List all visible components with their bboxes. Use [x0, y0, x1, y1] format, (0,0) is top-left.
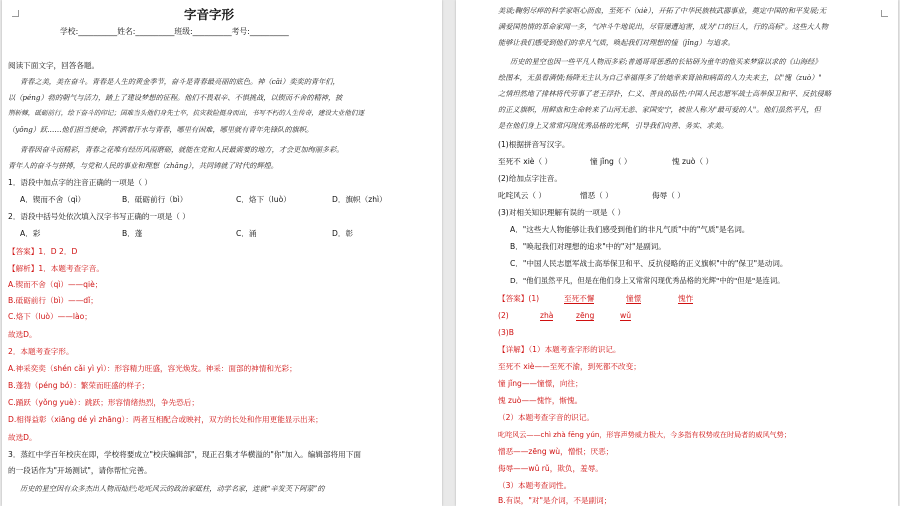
detail-line: 憧 jǐng——憧憬，向往；: [498, 379, 583, 388]
question-3-intro: 3．蒸红中学百年校庆在即，学校将要成立"校庆编辑部"，现正召集才华横溢的"你"加入。编辑部将用下面: [8, 450, 361, 459]
q1-option-c: C．烙下（luò）: [236, 195, 291, 204]
page-title: 字音字形: [184, 7, 235, 22]
analysis-line: D.相得益彰（xiāng dé yì zhāng）：两者互相配合或映衬，双方的长处和作用更能显示出来；: [8, 415, 323, 424]
passage-line: 青春之美，美在奋斗。青春是人生的黄金季节，奋斗是青春最亮丽的底色。神（cǎi）奕奕的青年们，: [20, 77, 340, 86]
sub-question-3: (3)对相关知识理解有误的一项是（ ）: [498, 208, 626, 217]
analysis-line: A.神采奕奕（shén cǎi yì yì）：形容精力旺盛，容光焕发。神采：面部的神情和光彩；: [8, 364, 297, 373]
passage-line: 青年人的奋斗与拼搏，与党和人民的事业和理想（zhǎng），共同铸就了时代的辉煌。: [8, 161, 278, 170]
analysis-line: C.烙下（luò）——lào；: [8, 312, 92, 321]
answer-value: 憧憬: [626, 294, 642, 303]
detail-line: B.有误，"对"是介词，不是副词；: [498, 496, 612, 505]
answer-line: 【答案】1．D 2．D: [8, 247, 78, 256]
question-3-intro: 的一段话作为"开场测试"，请你帮忙完善。: [8, 466, 152, 475]
analysis-line: 2．本题考查字形。: [8, 347, 74, 356]
answer-value: zēng: [576, 311, 595, 320]
analysis-line: 故选D。: [8, 330, 37, 339]
detail-line: 愧 zuò——愧怍，惭愧。: [498, 396, 583, 405]
margin-mark: [881, 10, 888, 17]
passage-line: 满爱国热情的革命家闻一多，气冲斗牛地说出，尽管屡遭迫害，成为"口的巨人，行的高标"。这些大人物: [498, 22, 829, 31]
q2-option-a: A．彩: [20, 229, 41, 238]
question-2-stem: 2．语段中括号处依次填入汉字书写正确的一项是（ ）: [8, 212, 190, 221]
char-item: 叱咤风云（ ）: [498, 191, 546, 200]
answer-value: 至死不懈: [564, 294, 595, 303]
answer-value: wǔ: [620, 311, 632, 320]
pinyin-item: 至死不 xiè（ ）: [498, 157, 553, 166]
q1-option-d: D．旗帜（zhì）: [332, 195, 387, 204]
detail-line: 侮辱——wǔ rǔ，欺负，羞辱。: [498, 464, 603, 473]
detail-line: 至死不 xiè——至死不渝，到死都不改变；: [498, 362, 641, 371]
analysis-line: 【解析】1．本题考查字音。: [8, 264, 104, 273]
q1-option-b: B．砥砺前行（bì）: [122, 195, 188, 204]
passage-line: 的正义旗帜，用鲜血和生命转来了山河无恙、家国安宁，被世人称为"最可爱的人"。他们虽然平凡，但: [498, 105, 821, 114]
passage-line: 能够让我们感受到他们的非凡气质，唤起我们对理想的憧（jǐng）与追求。: [498, 38, 735, 47]
pinyin-item: 憧 jǐng（ ）: [590, 157, 632, 166]
margin-mark: [12, 10, 19, 17]
char-item: 侮辱（ ）: [652, 191, 685, 200]
sub3-option-d: D．"他们虽然平凡，但是在他们身上又常常闪现优秀品格的光辉"中的"但是"是连词。: [510, 276, 785, 285]
detail-line: （3）本题考查词性。: [498, 481, 572, 490]
detail-line: 【详解】（1）本题考查字形的识记。: [498, 345, 621, 354]
right-page: [456, 0, 898, 506]
answer-number: (2): [498, 311, 509, 320]
passage-line: 荆斩棘，砥砺前行，绘下奋斗的印记；国难当头他们身先士卒，抗灾救险挺身而出，书写不朽的人生传奇，建设大业他们逐: [8, 109, 365, 117]
passage-line: 历史的星空也因一些平凡人物而多彩;普通哥哥惩悉的长钻研为童年的他买来梦寐以求的《山海经》: [510, 57, 822, 66]
passage-line: 美谈;鞠躬尽瘁的科学家呕心沥血，至死不（xiè），开拓了中华民族核武器事业，奠定中国的和平发展;无: [498, 6, 827, 15]
detail-line: 叱咤风云——chì zhà fēng yún，形容声势威力极大，今多指有权势或在时局者的威风气势；: [498, 430, 791, 439]
analysis-line: B.蓬勃（péng bó）：繁荣而旺盛的样子；: [8, 381, 150, 390]
passage-line: （yǒng）跃……他们担当使命，挥洒着汗水与青春，哪里有困难，哪里就有青年先锋队的旗帜。: [8, 125, 314, 134]
sub-question-1: (1)根据拼音写汉字。: [498, 140, 570, 149]
sub3-option-c: C．"中国人民志愿军战士高举保卫和平、反抗侵略的正义旗帜"中的"保卫"是动词。: [510, 259, 788, 268]
q2-option-d: D．彰: [332, 229, 354, 238]
analysis-line: B.砥砺前行（bì）——dǐ；: [8, 296, 98, 305]
answer-title: 【答案】(1): [498, 294, 540, 303]
answer-value: zhà: [540, 311, 554, 320]
pinyin-item: 愧 zuò（ ）: [672, 157, 714, 166]
analysis-line: 故选D。: [8, 433, 37, 442]
passage-line: 是在他们身上又常常闪现优秀品格的光辉，引导我们向善、务实、求美。: [498, 121, 729, 130]
instruction: 阅读下面文字，回答各题。: [8, 61, 100, 70]
sub-question-2: (2)给加点字注音。: [498, 174, 562, 183]
passage-line: 历史的星空因有众多杰出人物而灿烂;吃吒风云的政治家砥柱，动学名家，连就“辛发芙下阿蒙”的: [20, 484, 325, 493]
student-info-line: 学校:__________姓名:__________班级:__________考号:__________: [60, 27, 289, 36]
passage-line: 绘图本，无虽看满情;杨降无主认为自己幸福得多了给她幸来肾油和病苗的人力夫来主，以"愧（zuò）": [498, 73, 822, 82]
sub3-option-b: B．"唤起我们对理想的追求"中的"对"是副词。: [510, 242, 666, 251]
answer-value: 愧怍: [678, 294, 694, 303]
char-item: 憎恶（ ）: [580, 191, 613, 200]
left-page: [2, 0, 442, 506]
passage-line: 青春因奋斗而精彩，青春之花唯有经历风雨磨砺，就能在党和人民最需要的地方，才会更加绚丽多彩。: [20, 145, 344, 154]
q2-option-c: C．涌: [236, 229, 257, 238]
question-1-stem: 1．语段中加点字的注音正确的一项是（ ）: [8, 178, 152, 187]
analysis-line: C.踊跃（yǒng yuè）：跳跃；形容情绪热烈，争先恐后；: [8, 398, 199, 407]
q2-option-b: B．蓬: [122, 229, 143, 238]
analysis-line: A.锲而不舍（qì）——qiè；: [8, 280, 103, 289]
passage-line: 之情坦然地了排林将代劳事了老王浮扑，仁义、善良的品性;中国人民志愿军战士高举保卫和平、反抗侵略: [498, 89, 832, 98]
q1-option-a: A．锲而不舍（qì）: [20, 195, 86, 204]
sub3-option-a: A．"这些大人物能够让我们感受到他们的非凡气质"中的"气质"是名词。: [510, 225, 750, 234]
answer-value: (3)B: [498, 328, 514, 337]
passage-line: 以（péng）勃的朝气与活力，踏上了建设梦想的征程。他们不畏艰辛、不惧挑战，以锲而不舍的精神，披: [8, 93, 343, 102]
detail-line: 憎恶——zēng wù，憎恨；厌恶；: [498, 447, 614, 456]
detail-line: （2）本题考查字音的识记。: [498, 413, 594, 422]
